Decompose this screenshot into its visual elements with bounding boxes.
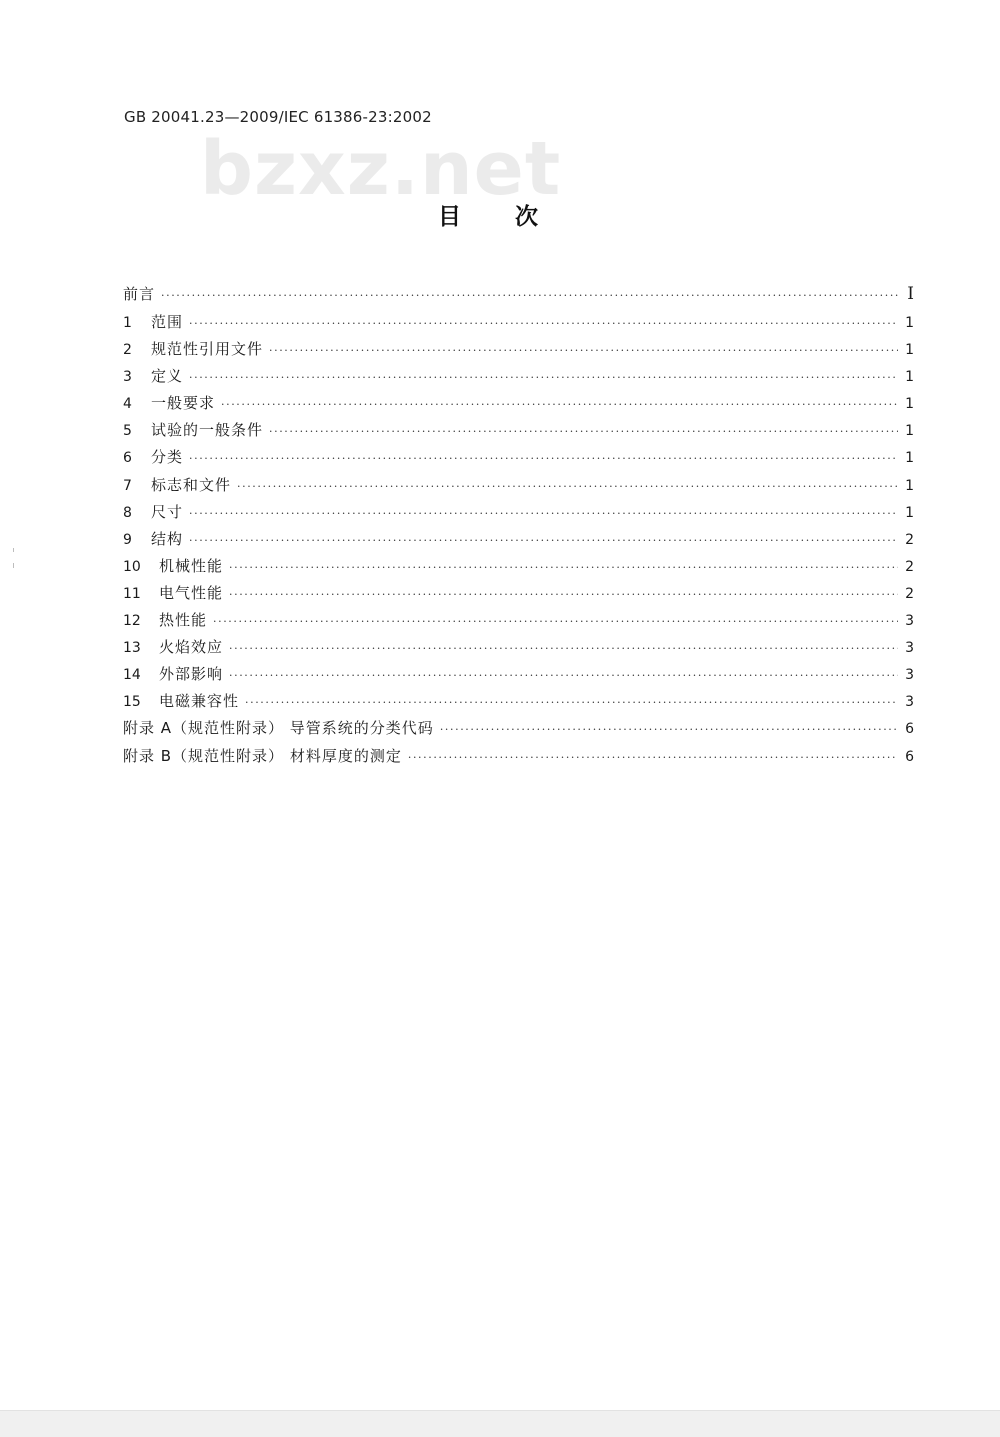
toc-entry-3[interactable] [123, 363, 914, 390]
toc-entry-page: 2 [905, 585, 914, 602]
toc-leader-dots [189, 445, 898, 472]
toc-entry-page: 1 [905, 423, 914, 440]
toc-entry-label: 定义 [151, 367, 184, 386]
scan-margin-mark [13, 563, 14, 568]
toc-entry-4[interactable] [123, 390, 914, 417]
toc-entry-label: 尺寸 [151, 502, 184, 521]
toc-entry-number: 9 [123, 531, 132, 548]
toc-entry-number: 5 [123, 423, 132, 440]
toc-entry-10[interactable] [123, 553, 914, 580]
toc-entry-number: 2 [123, 342, 132, 359]
toc-entry-annex-b[interactable] [123, 743, 914, 770]
toc-entry-number: 11 [123, 585, 141, 602]
toc-leader-dots [237, 473, 898, 500]
toc-entry-1[interactable] [123, 309, 914, 336]
toc-entry-label: 电磁兼容性 [159, 692, 240, 711]
toc-entry-6[interactable] [123, 444, 914, 471]
toc-entry-number: 4 [123, 396, 132, 413]
toc-entry-number: 6 [123, 450, 132, 467]
toc-leader-dots [229, 635, 898, 662]
toc-entry-7[interactable] [123, 472, 914, 499]
toc-entry-page: 6 [905, 748, 914, 765]
toc-leader-dots [189, 500, 898, 527]
toc-entry-page: 6 [905, 721, 914, 738]
toc-leader-dots [269, 337, 898, 364]
toc-entry-page: 3 [905, 694, 914, 711]
toc-entry-page: I [907, 284, 914, 304]
toc-entry-label: 结构 [151, 529, 184, 548]
toc-entry-15[interactable] [123, 688, 914, 715]
toc-leader-dots [229, 662, 898, 689]
toc-entry-label: 试验的一般条件 [151, 421, 264, 440]
watermark: bzxz.net [200, 126, 562, 212]
toc-entry-annex-a[interactable] [123, 715, 914, 742]
toc-leader-dots [440, 716, 898, 743]
toc-entry-page: 1 [905, 315, 914, 331]
toc-entry-5[interactable] [123, 417, 914, 444]
toc-entry-page: 1 [905, 369, 914, 386]
toc-entry-label: 前言 [123, 285, 156, 303]
toc-entry-page: 3 [905, 640, 914, 657]
toc-entry-12[interactable] [123, 607, 914, 634]
page-title: 目次 [438, 204, 592, 230]
toc-entry-label: 范围 [151, 313, 184, 331]
toc-entry-label: 热性能 [159, 611, 208, 630]
toc-leader-dots [189, 310, 898, 337]
toc-leader-dots [213, 608, 898, 635]
toc-entry-8[interactable] [123, 499, 914, 526]
toc-entry-number: 1 [123, 315, 132, 331]
toc-entry-number: 10 [123, 558, 141, 575]
toc-leader-dots [189, 527, 898, 554]
toc-entry-number: 14 [123, 667, 141, 684]
toc-entry-13[interactable] [123, 634, 914, 661]
toc-leader-dots [189, 364, 898, 391]
toc-entry-label: 标志和文件 [151, 475, 232, 494]
toc-entry-14[interactable] [123, 661, 914, 688]
toc-entry-page: 3 [905, 613, 914, 630]
toc-leader-dots [269, 418, 898, 445]
toc-leader-dots [245, 689, 898, 716]
toc-entry-page: 1 [905, 450, 914, 467]
toc-entry-label: 附录 A（规范性附录） 导管系统的分类代码 [123, 719, 434, 738]
toc-leader-dots [161, 282, 898, 309]
toc-entry-label: 规范性引用文件 [151, 340, 264, 359]
toc-entry-number: 13 [123, 640, 141, 657]
toc-entry-page: 3 [905, 667, 914, 684]
toc-entry-page: 1 [905, 342, 914, 359]
toc-entry-number: 8 [123, 504, 132, 521]
toc-entry-number: 7 [123, 477, 132, 494]
toc-entry-9[interactable] [123, 526, 914, 553]
toc-entry-11[interactable] [123, 580, 914, 607]
toc-entry-page: 1 [905, 477, 914, 494]
toc-entry-page: 1 [905, 504, 914, 521]
toc-entry-label: 附录 B（规范性附录） 材料厚度的测定 [123, 746, 402, 765]
scan-margin-mark [13, 548, 14, 552]
toc-entry-label: 火焰效应 [159, 638, 224, 657]
toc-leader-dots [229, 554, 898, 581]
table-of-contents [123, 281, 914, 770]
toc-leader-dots [221, 391, 898, 418]
page-bottom-edge [0, 1410, 1000, 1437]
toc-entry-number: 15 [123, 694, 141, 711]
toc-entry-page: 2 [905, 531, 914, 548]
toc-entry-foreword[interactable] [123, 281, 914, 309]
toc-entry-label: 电气性能 [159, 583, 224, 602]
toc-entry-label: 一般要求 [151, 394, 216, 413]
toc-entry-number: 12 [123, 613, 141, 630]
toc-entry-label: 机械性能 [159, 556, 224, 575]
toc-entry-page: 2 [905, 558, 914, 575]
toc-entry-page: 1 [905, 396, 914, 413]
standard-code-header: GB 20041.23—2009/IEC 61386-23:2002 [124, 108, 432, 126]
toc-leader-dots [408, 744, 898, 771]
toc-entry-label: 分类 [151, 448, 184, 467]
toc-leader-dots [229, 581, 898, 608]
toc-entry-2[interactable] [123, 336, 914, 363]
toc-entry-label: 外部影响 [159, 665, 224, 684]
toc-entry-number: 3 [123, 369, 132, 386]
